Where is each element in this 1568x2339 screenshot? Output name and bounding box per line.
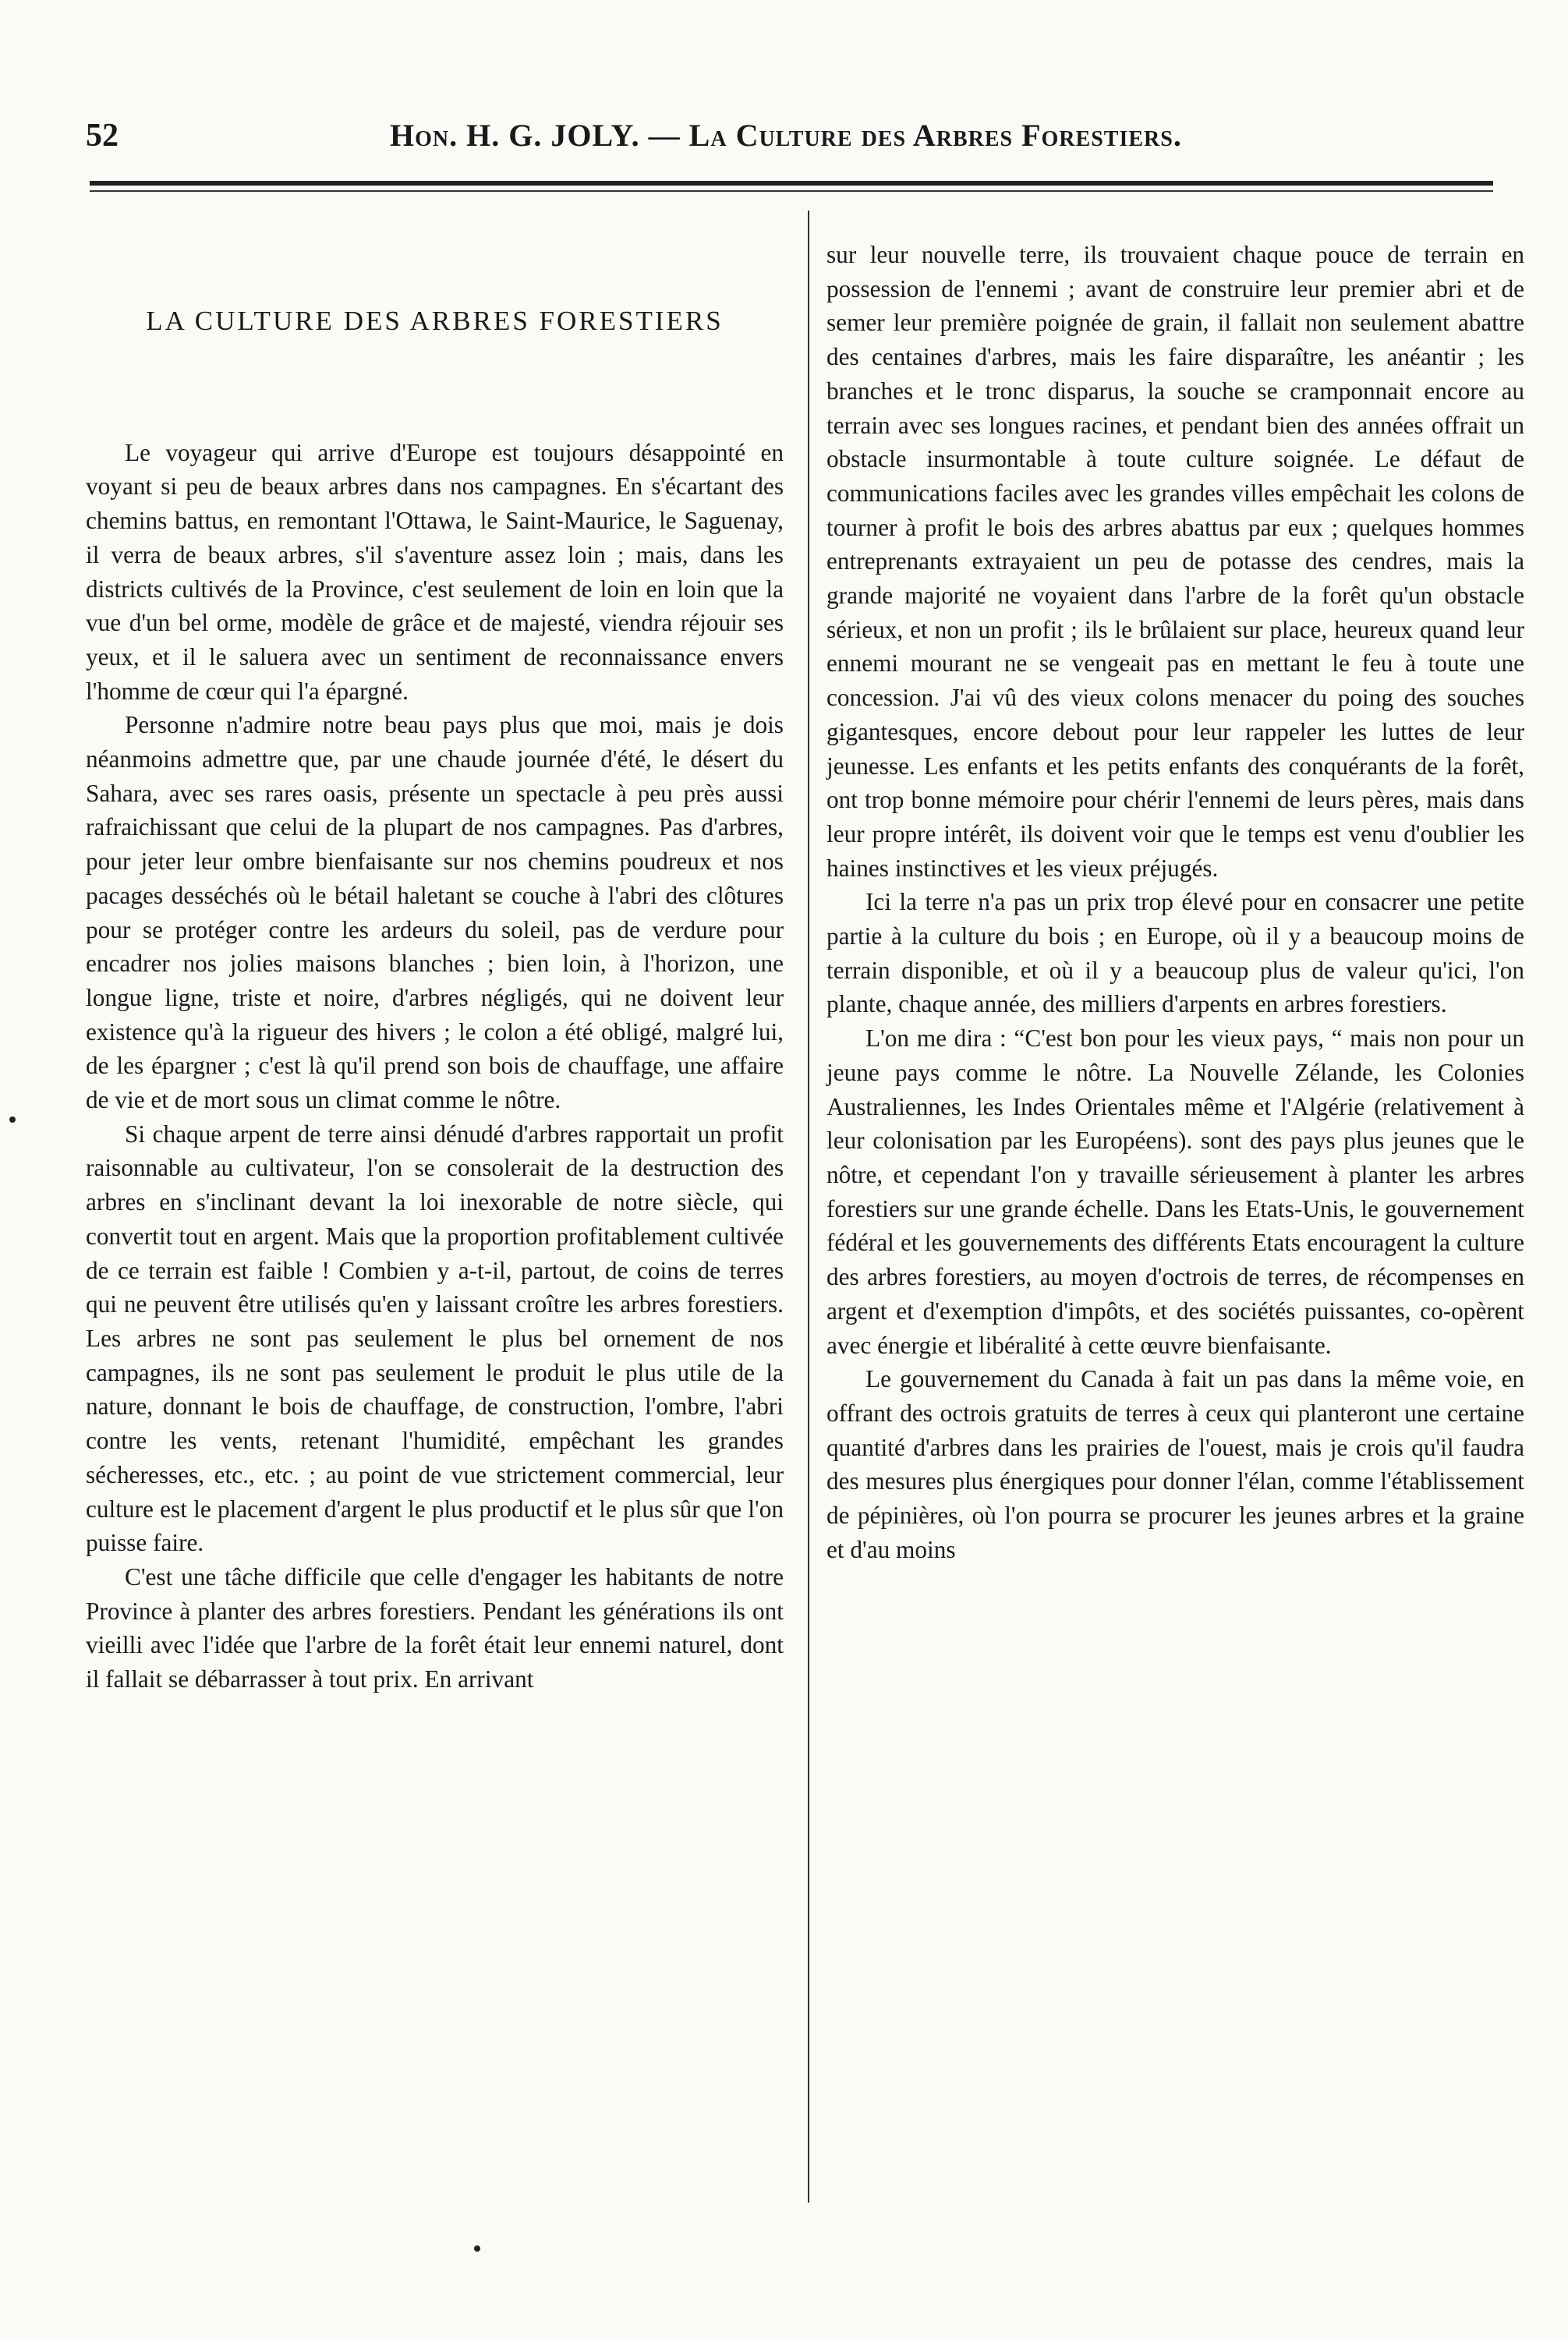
paragraph: Si chaque arpent de terre ainsi dénudé d'arbres rapportait un profit raisonnable au cultivateur, l'on se consolerait de la destruction des arbres en s'inclinant devant la loi inexorable de notre siècle, qui convertit tout en argent. Mais que la proportion profitablement cultivée de ce terrain est faible ! Combien y a-t-il, partout, de coins de terres qui ne peuvent être utilisés qu'en y laissant croître les arbres forestiers. Les arbres ne sont pas seulement le plus bel ornement de nos campagnes, ils ne sont pas seulement le produit le plus utile de la nature, donnant le bois de chauffage, de construction, l'ombre, l'abri contre les vents, retenant l'humidité, empêchant les grandes sécheresses, etc., etc. ; au point de vue strictement commercial, leur culture est le placement d'argent le plus productif et le plus sûr que l'on puisse faire. — [86, 1120, 784, 1557]
paragraph: Le gouvernement du Canada à fait un pas dans la même voie, en offrant des octrois gratuits de terres à ceux qui planteront une certaine quantité d'arbres dans les prairies de l'ouest, mais je crois qu'il faudra des mesures plus énergiques pour donner l'élan, comme l'établissement de pépinières, où l'on pourra se procurer les jeunes arbres et la graine et d'au moins — [826, 1365, 1524, 1563]
running-title: Hon. H. G. JOLY. — La Culture des Arbres Forestiers. — [390, 118, 1182, 153]
scan-speck — [9, 1116, 16, 1123]
page-header — [86, 117, 1505, 172]
column-divider — [808, 211, 809, 2203]
left-column — [86, 234, 784, 1697]
scan-speck — [474, 2245, 480, 2252]
right-column — [826, 238, 1524, 1566]
paragraph: Le voyageur qui arrive d'Europe est toujours désappointé en voyant si peu de beaux arbres dans nos campagnes. En s'écartant des chemins battus, en remontant l'Ottawa, le Saint-Maurice, le Saguenay, il verra de beaux arbres, s'il s'aventure assez loin ; mais, dans les districts cultivés de la Province, c'est seulement de loin en loin que la vue d'un bel orme, modèle de grâce et de majesté, viendra réjouir ses yeux, et il le saluera avec un sentiment de reconnaissance envers l'homme de cœur qui l'a épargné. — [86, 438, 784, 705]
header-rule-thick — [90, 181, 1493, 186]
header-rule-thin — [90, 190, 1493, 192]
paragraph: Ici la terre n'a pas un prix trop élevé pour en consacrer une petite partie à la culture du bois ; en Europe, où il y a beaucoup moins de terrain disponible, et où il y a beaucoup plus de valeur qu'ici, l'on plante, chaque année, des milliers d'arpents en arbres forestiers. — [826, 888, 1524, 1018]
page-number: 52 — [86, 118, 119, 154]
paragraph-continued: sur leur nouvelle terre, ils trouvaient chaque pouce de terrain en possession de l'ennemi ; avant de construire leur premier abri et de semer leur première poignée de grain, il fallait non seulement abattre des centaines d'arbres, mais les faire disparaître, les anéantir ; les branches et le tronc disparus, la souche se cramponnait encore au terrain avec ses longues racines, et pendant bien des années offrait un obstacle insurmontable à toute culture soignée. Le défaut de communications faciles avec les grandes villes empêchait les colons de tourner à profit le bois des arbres abattus par eux ; quelques hommes entreprenants extrayaient un peu de potasse des cendres, mais la grande majorité ne voyaient dans l'arbre de la forêt qu'un obstacle sérieux, et non un profit ; ils le brûlaient sur place, heureux quand leur ennemi mourant ne se vengeait pas en mettant le feu à toute une concession. J'ai vû des vieux colons menacer du poing des souches gigantesques, encore debout pour leur rappeler les luttes de leur jeunesse. Les enfants et les petits enfants des conquérants de la forêt, ont trop bonne mémoire pour chérir l'ennemi de leurs pères, mais dans leur propre intérêt, ils doivent voir que le temps est venu d'oublier les haines instinctives et les vieux préjugés. — [826, 241, 1524, 882]
paragraph: C'est une tâche difficile que celle d'engager les habitants de notre Province à planter des arbres forestiers. Pendant les générations ils ont vieilli avec l'idée que l'arbre de la forêt était leur ennemi naturel, dont il fallait se débarrasser à tout prix. En arrivant — [86, 1562, 784, 1693]
paragraph: L'on me dira : “C'est bon pour les vieux pays, “ mais non pour un jeune pays comme le nôtre. La Nouvelle Zélande, les Colonies Australiennes, les Indes Orientales même et l'Algérie (relativement à leur colonisation par les Européens). sont des pays plus jeunes que le nôtre, et cependant l'on y travaille sérieusement à planter les arbres forestiers sur une grande échelle. Dans les Etats-Unis, le gouvernement fédéral et les gouvernements des différents Etats encouragent la culture des arbres forestiers, au moyen d'octrois de terres, de récompenses en argent et d'exemption d'impôts, et des sociétés puissantes, co-opèrent avec énergie et libéralité à cette œuvre bienfaisante. — [826, 1024, 1524, 1359]
paragraph: Personne n'admire notre beau pays plus que moi, mais je dois néanmoins admettre que, par une chaude journée d'été, le désert du Sahara, avec ses rares oasis, présente un spectacle à peu près aussi rafraichissant que celui de la plupart de nos campagnes. Pas d'arbres, pour jeter leur ombre bienfaisante sur nos chemins poudreux et nos pacages desséchés où le bétail haletant se couche à l'abri des clôtures pour se protéger contre les ardeurs du soleil, pas de verdure pour encadrer nos jolies maisons blanches ; bien loin, à l'horizon, une longue ligne, triste et noire, d'arbres négligés, qui ne doivent leur existence qu'à la rigueur des hivers ; le colon a été obligé, malgré lui, de les épargner ; c'est là qu'il prend son bois de chauffage, une affaire de vie et de mort sous un climat comme le nôtre. — [86, 711, 784, 1114]
article-title: LA CULTURE DES ARBRES FORESTIERS — [146, 306, 724, 336]
